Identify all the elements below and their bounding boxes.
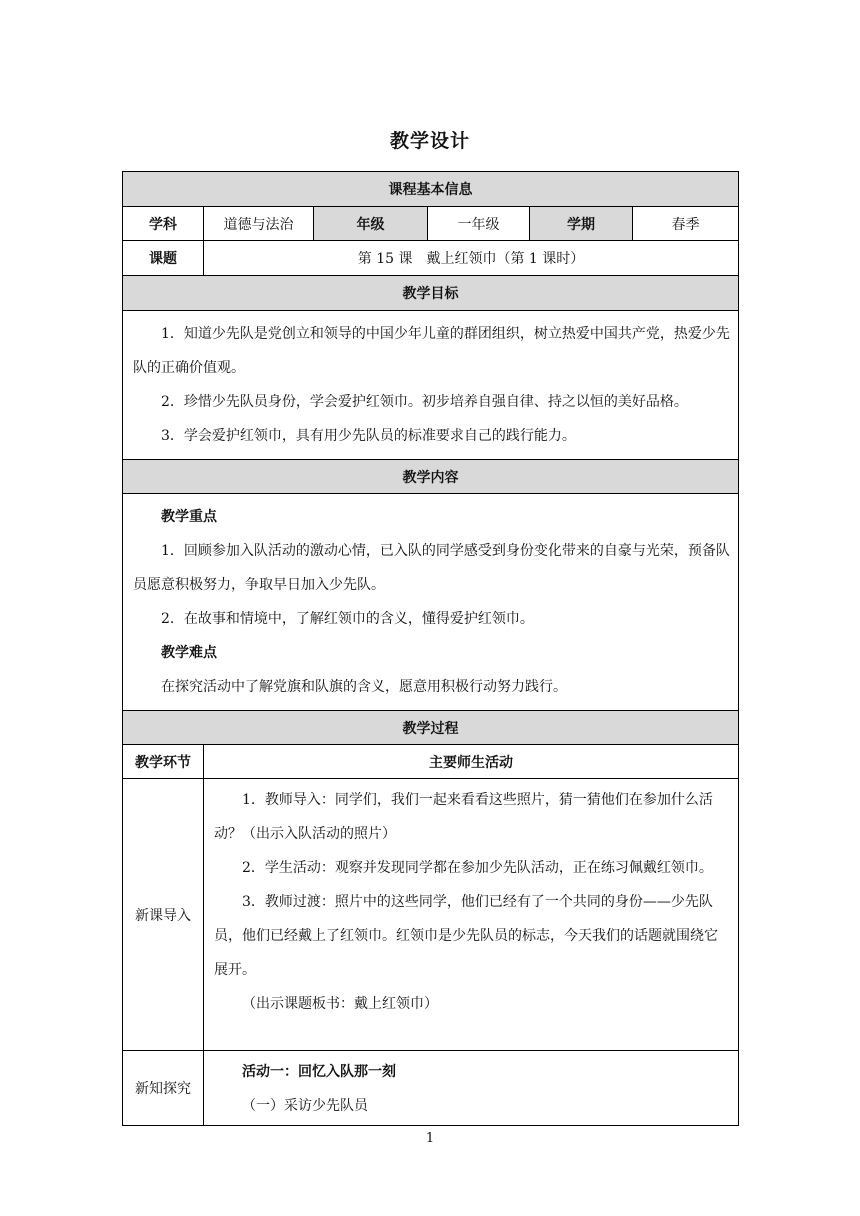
key-points-heading: 教学重点 (161, 509, 217, 525)
objective-item: 1．知道少先队是党创立和领导的中国少年儿童的群团组织，树立热爱中国共产党，热爱少先队的正确价值观。 (133, 326, 730, 376)
content-body (123, 494, 739, 711)
objectives-header: 教学目标 (123, 276, 739, 311)
activity-line: （出示课题板书：戴上红领巾） (242, 996, 438, 1012)
basic-info-header: 课程基本信息 (123, 172, 739, 207)
stage-column-header: 教学环节 (123, 745, 204, 779)
stage-name: 新知探究 (123, 1051, 204, 1126)
topic-value: 第 15 课 戴上红领巾（第 1 课时） (204, 241, 739, 276)
activity-line: 3．教师过渡：照片中的这些同学，他们已经有了一个共同的身份——少先队员，他们已经戴上了红领巾。红领巾是少先队员的标志，今天我们的话题就围绕它展开。 (214, 894, 718, 978)
document-title: 教学设计 (389, 130, 470, 152)
subject-label: 学科 (123, 207, 204, 241)
process-header: 教学过程 (123, 711, 739, 745)
page-number: 1 (425, 1131, 435, 1146)
activity-subtitle: （一）采访少先队员 (242, 1098, 368, 1114)
grade-value: 一年级 (428, 207, 530, 241)
lesson-plan-table (122, 171, 739, 1126)
stage-name: 新课导入 (123, 779, 204, 1051)
term-label: 学期 (530, 207, 633, 241)
key-point-item: 1．回顾参加入队活动的激动心情，已入队的同学感受到身份变化带来的自豪与光荣，预备队员愿意积极努力，争取早日加入少先队。 (133, 543, 730, 593)
activity-title: 活动一：回忆入队那一刻 (242, 1064, 396, 1080)
topic-label: 课题 (123, 241, 204, 276)
term-value: 春季 (633, 207, 739, 241)
stage-activities (204, 1051, 739, 1126)
activity-column-header: 主要师生活动 (204, 745, 739, 779)
objective-item: 3．学会爱护红领巾，具有用少先队员的标准要求自己的践行能力。 (161, 428, 576, 444)
subject-value: 道德与法治 (204, 207, 314, 241)
activity-line: 1．教师导入：同学们，我们一起来看看这些照片，猜一猜他们在参加什么活动？（出示入队活动的照片） (214, 792, 713, 842)
grade-label: 年级 (314, 207, 428, 241)
stage-activities (204, 779, 739, 1051)
content-header: 教学内容 (123, 460, 739, 494)
difficulties-heading: 教学难点 (161, 645, 217, 661)
difficulties-text: 在探究活动中了解党旗和队旗的含义，愿意用积极行动努力践行。 (161, 679, 567, 695)
objective-item: 2．珍惜少先队员身份，学会爱护红领巾。初步培养自强自律、持之以恒的美好品格。 (161, 394, 688, 410)
key-point-item: 2．在故事和情境中，了解红领巾的含义，懂得爱护红领巾。 (161, 611, 534, 627)
objectives-body (123, 311, 739, 460)
activity-line: 2．学生活动：观察并发现同学都在参加少先队活动，正在练习佩戴红领巾。 (242, 860, 713, 876)
